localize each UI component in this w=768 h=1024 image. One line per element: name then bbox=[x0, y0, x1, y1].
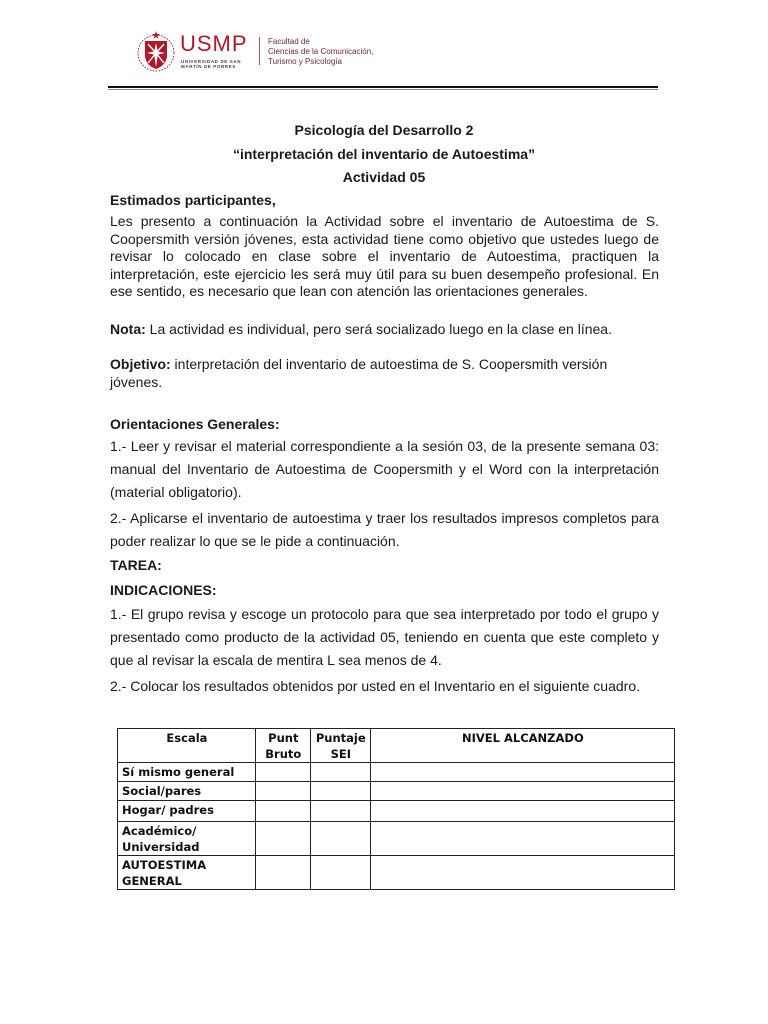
table-row bbox=[118, 782, 675, 801]
faculty-line-1: Facultad de bbox=[268, 37, 310, 46]
escala-cell: Hogar/ padres bbox=[118, 801, 256, 822]
puntaje-sei-cell[interactable] bbox=[310, 856, 370, 890]
activity-subtitle: “interpretación del inventario de Autoestima” bbox=[232, 146, 536, 162]
faculty-line-2: Ciencias de la Comunicación, bbox=[268, 47, 374, 56]
header-rule bbox=[108, 86, 658, 88]
table-row bbox=[118, 822, 675, 856]
nota-paragraph bbox=[110, 318, 659, 340]
activity-number: Actividad 05 bbox=[342, 169, 426, 185]
header-puntaje-sei: Puntaje SEI bbox=[310, 729, 370, 763]
nivel-alcanzado-cell[interactable] bbox=[370, 763, 674, 782]
header-punt-bruto: Punt Bruto bbox=[255, 729, 310, 763]
punt-bruto-cell[interactable] bbox=[255, 822, 310, 856]
header-rule-secondary bbox=[108, 89, 658, 90]
university-full-name: UNIVERSIDAD DE SAN MARTÍN DE PORRES bbox=[181, 59, 242, 69]
indicaciones-heading: INDICACIONES: bbox=[110, 582, 217, 598]
table-row bbox=[118, 763, 675, 782]
table-header-row bbox=[118, 729, 675, 763]
header-escala: Escala bbox=[118, 729, 256, 763]
table-row bbox=[118, 801, 675, 822]
header-divider bbox=[259, 37, 260, 65]
nivel-alcanzado-cell[interactable] bbox=[370, 822, 674, 856]
faculty-line-3: Turismo y Psicología bbox=[268, 57, 342, 66]
results-table bbox=[117, 728, 675, 890]
puntaje-sei-cell[interactable] bbox=[310, 782, 370, 801]
intro-paragraph: Les presento a continuación la Actividad sobre el inventario de Autoestima de S. Coopersmith versión jóvenes, esta actividad tiene como objetivo que ustedes luego de revisar lo colocado en clase sobre el inventario de Autoestima, practiquen la interpretación, este ejercicio les será muy útil para su buen desempeño profesional. En ese sentido, es necesario que lean con atención las orientaciones generales. bbox=[110, 213, 659, 299]
header-nivel-alcanzado: NIVEL ALCANZADO bbox=[370, 729, 674, 763]
course-title: Psicología del Desarrollo 2 bbox=[294, 122, 474, 138]
objetivo-text: interpretación del inventario de autoestima de S. Coopersmith versión jóvenes. bbox=[110, 356, 608, 390]
indicacion-item-2: 2.- Colocar los resultados obtenidos por usted en el Inventario en el siguiente cuadro. bbox=[110, 678, 640, 694]
objetivo-paragraph bbox=[110, 356, 620, 391]
puntaje-sei-cell[interactable] bbox=[310, 801, 370, 822]
nivel-alcanzado-cell[interactable] bbox=[370, 782, 674, 801]
punt-bruto-cell[interactable] bbox=[255, 856, 310, 890]
puntaje-sei-cell[interactable] bbox=[310, 822, 370, 856]
orientaciones-heading: Orientaciones Generales: bbox=[110, 416, 280, 432]
tarea-heading: TAREA: bbox=[110, 557, 162, 573]
usmp-crest-icon bbox=[136, 29, 176, 75]
nota-text: La actividad es individual, pero será socializado luego en la clase en línea. bbox=[145, 321, 612, 337]
escala-cell: Académico/ Universidad bbox=[118, 822, 256, 856]
nivel-alcanzado-cell[interactable] bbox=[370, 801, 674, 822]
orientacion-item-1: 1.- Leer y revisar el material correspondiente a la sesión 03, de la presente semana 03: manual del Inventario de Autoestima de Coopersmith y el Word con la interpretación (material obligatorio). bbox=[110, 438, 659, 500]
table-row bbox=[118, 856, 675, 890]
escala-cell: AUTOESTIMA GENERAL bbox=[118, 856, 256, 890]
punt-bruto-cell[interactable] bbox=[255, 801, 310, 822]
objetivo-label: Objetivo: bbox=[110, 356, 171, 372]
puntaje-sei-cell[interactable] bbox=[310, 763, 370, 782]
nivel-alcanzado-cell[interactable] bbox=[370, 856, 674, 890]
greeting: Estimados participantes, bbox=[110, 192, 276, 208]
university-logo-text: USMP bbox=[180, 31, 248, 56]
punt-bruto-cell[interactable] bbox=[255, 763, 310, 782]
nota-label: Nota: bbox=[110, 321, 146, 337]
punt-bruto-cell[interactable] bbox=[255, 782, 310, 801]
indicacion-item-1: 1.- El grupo revisa y escoge un protocolo para que sea interpretado por todo el grupo y presentado como producto de la actividad 05, teniendo en cuenta que este completo y que al revisar la escala de mentira L sea menos de 4. bbox=[110, 606, 659, 668]
orientacion-item-2: 2.- Aplicarse el inventario de autoestima y traer los resultados impresos completos para poder realizar lo que se le pide a continuación. bbox=[110, 510, 659, 549]
document-header bbox=[136, 27, 396, 77]
escala-cell: Sí mismo general bbox=[118, 763, 256, 782]
faculty-name bbox=[268, 37, 408, 67]
escala-cell: Social/pares bbox=[118, 782, 256, 801]
